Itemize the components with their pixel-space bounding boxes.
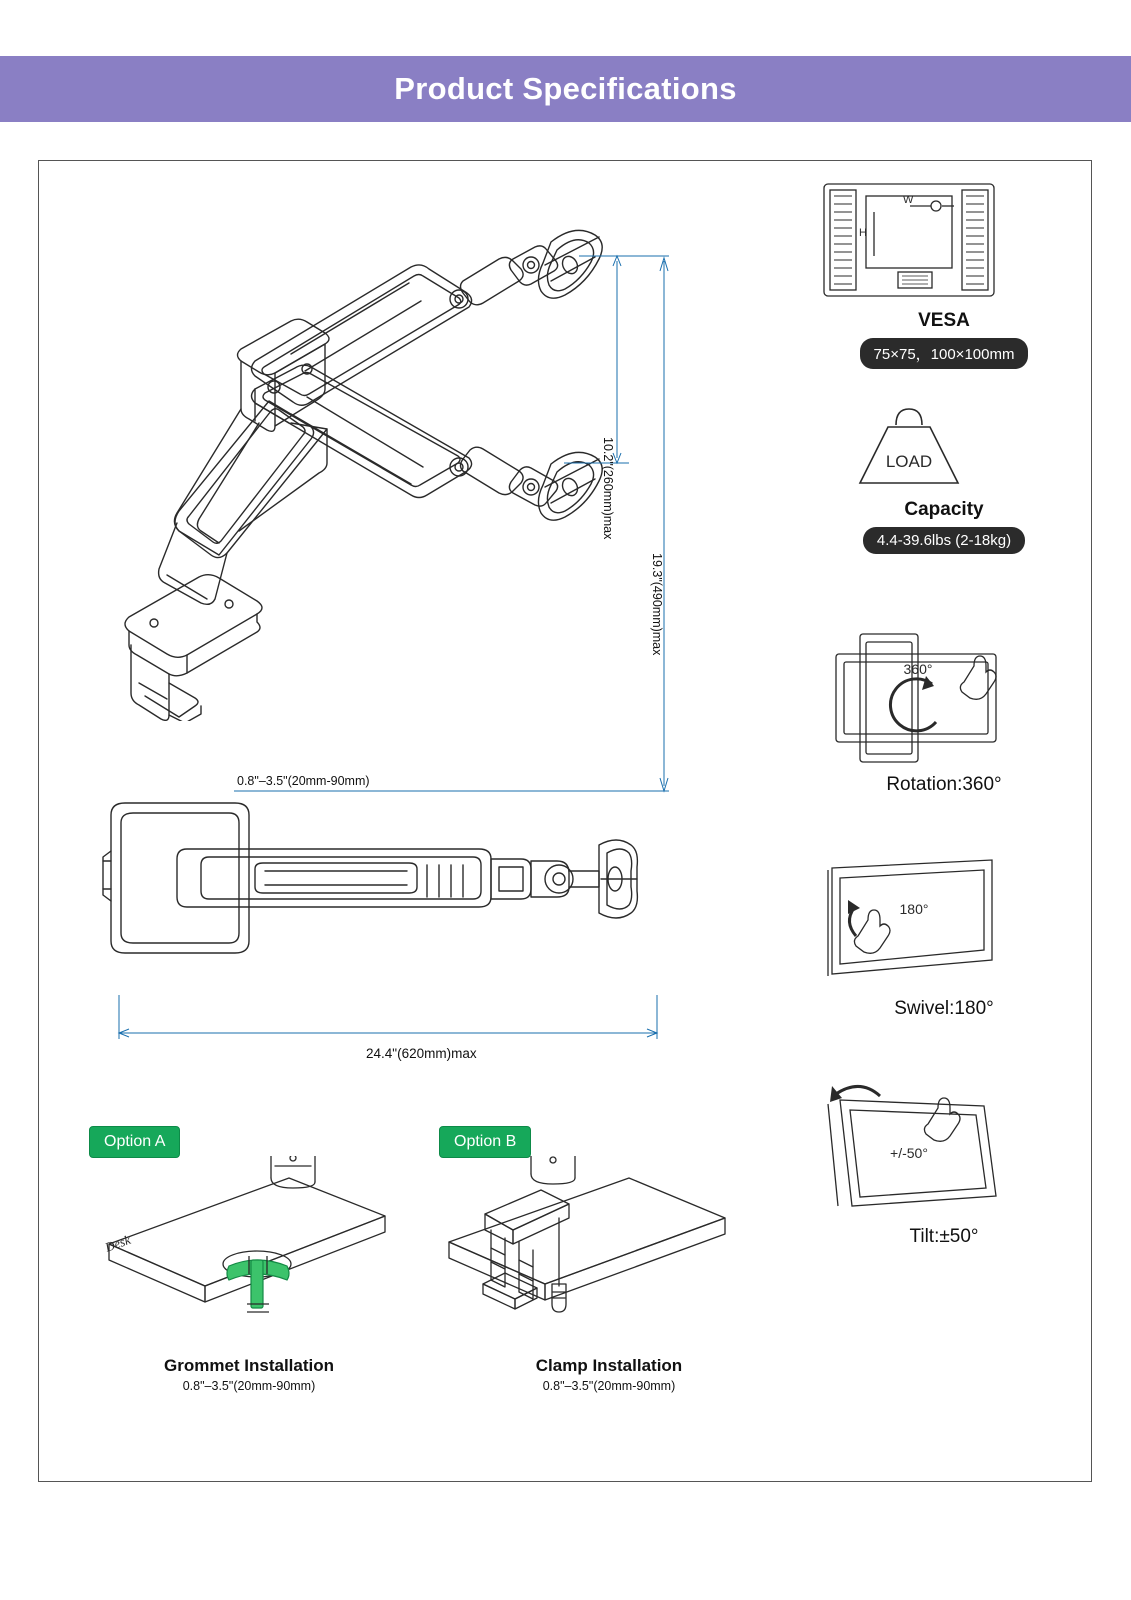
dimension-reach: 24.4"(620mm)max <box>366 1046 477 1061</box>
svg-text:360°: 360° <box>903 661 933 677</box>
option-b-title: Clamp Installation <box>535 1356 683 1375</box>
dimension-total-height: 19.3"(490mm)max <box>650 553 664 656</box>
svg-text:+/-50°: +/-50° <box>890 1145 928 1161</box>
page-header <box>0 56 1131 122</box>
svg-text:W: W <box>903 194 914 206</box>
spec-rotation <box>814 628 1074 796</box>
isometric-dimension-lines <box>59 171 759 831</box>
rotation-caption: Rotation:360° <box>886 774 1002 795</box>
swivel-caption: Swivel:180° <box>894 998 994 1019</box>
option-a-badge: Option A <box>89 1126 180 1158</box>
spec-swivel <box>814 852 1074 1020</box>
page-title: Product Specifications <box>394 71 737 106</box>
spec-vesa <box>814 176 1074 369</box>
dimension-desk-thickness: 0.8"–3.5"(20mm-90mm) <box>237 774 370 788</box>
spec-capacity <box>814 395 1074 554</box>
vesa-label: VESA <box>918 310 970 331</box>
vesa-value: 75×75，100×100mm <box>860 338 1029 369</box>
spec-tilt <box>814 1080 1074 1248</box>
tilt-caption: Tilt:±50° <box>909 1226 979 1247</box>
specifications-panel <box>38 160 1092 1482</box>
swivel-icon <box>814 852 1074 992</box>
option-a-subtitle: 0.8"–3.5"(20mm-90mm) <box>182 1379 316 1393</box>
capacity-value: 4.4-39.6lbs (2-18kg) <box>863 527 1025 554</box>
svg-text:Desk: Desk <box>102 1231 133 1255</box>
svg-text:180°: 180° <box>899 901 929 917</box>
spec-cards-column <box>814 176 1074 1270</box>
grommet-installation-drawing <box>79 1156 409 1336</box>
weight-load-icon <box>814 395 1074 495</box>
option-b-badge: Option B <box>439 1126 531 1158</box>
option-a-title: Grommet Installation <box>163 1356 335 1375</box>
rotation-icon <box>814 628 1074 768</box>
dimension-height-range: 10.2"(260mm)max <box>601 437 615 540</box>
capacity-label: Capacity <box>904 499 984 520</box>
monitor-back-icon <box>814 176 1074 306</box>
option-b-subtitle: 0.8"–3.5"(20mm-90mm) <box>542 1379 676 1393</box>
svg-text:LOAD: LOAD <box>885 452 933 471</box>
clamp-installation-drawing <box>419 1156 749 1346</box>
svg-text:H: H <box>859 227 867 239</box>
tilt-icon <box>814 1080 1074 1220</box>
